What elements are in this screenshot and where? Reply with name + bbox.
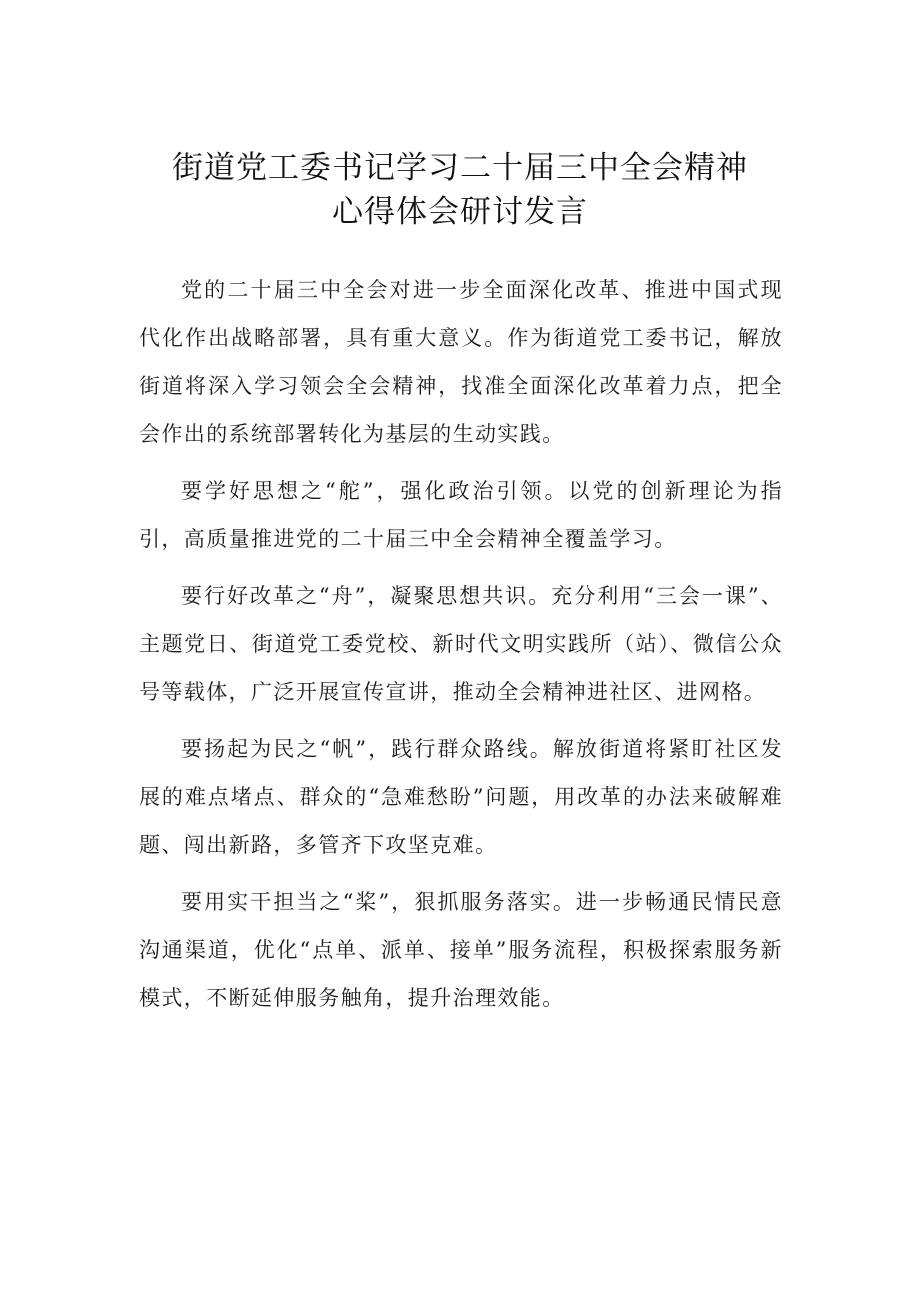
paragraph: 要行好改革之“舟”，凝聚思想共识。充分利用“三会一课”、主题党日、街道党工委党校、新时代文明实践所（站）、微信公众号等载体，广泛开展宣传宣讲，推动全会精神进社区、进网格。 bbox=[139, 584, 783, 704]
paragraph: 党的二十届三中全会对进一步全面深化改革、推进中国式现代化作出战略部署，具有重大意义。作为街道党工委书记，解放街道将深入学习领会全会精神，找准全面深化改革着力点，把全会作出的系统部署转化为基层的生动实践。 bbox=[139, 278, 783, 446]
title-line-1: 街道党工委书记学习二十届三中全会精神 bbox=[172, 150, 748, 186]
paragraph: 要用实干担当之“桨”，狠抓服务落实。进一步畅通民情民意沟通渠道，优化“点单、派单、接单”服务流程，积极探索服务新模式，不断延伸服务触角，提升治理效能。 bbox=[139, 890, 783, 1010]
paragraph: 要学好思想之“舵”，强化政治引领。以党的创新理论为指引，高质量推进党的二十届三中全会精神全覆盖学习。 bbox=[139, 479, 783, 551]
title-line-2: 心得体会研讨发言 bbox=[332, 194, 588, 230]
document-body bbox=[139, 266, 783, 1031]
paragraph: 要扬起为民之“帆”，践行群众路线。解放街道将紧盯社区发展的难点堵点、群众的“急难愁盼”问题，用改革的办法来破解难题、闯出新路，多管齐下攻坚克难。 bbox=[139, 737, 783, 857]
document-title bbox=[130, 146, 790, 234]
